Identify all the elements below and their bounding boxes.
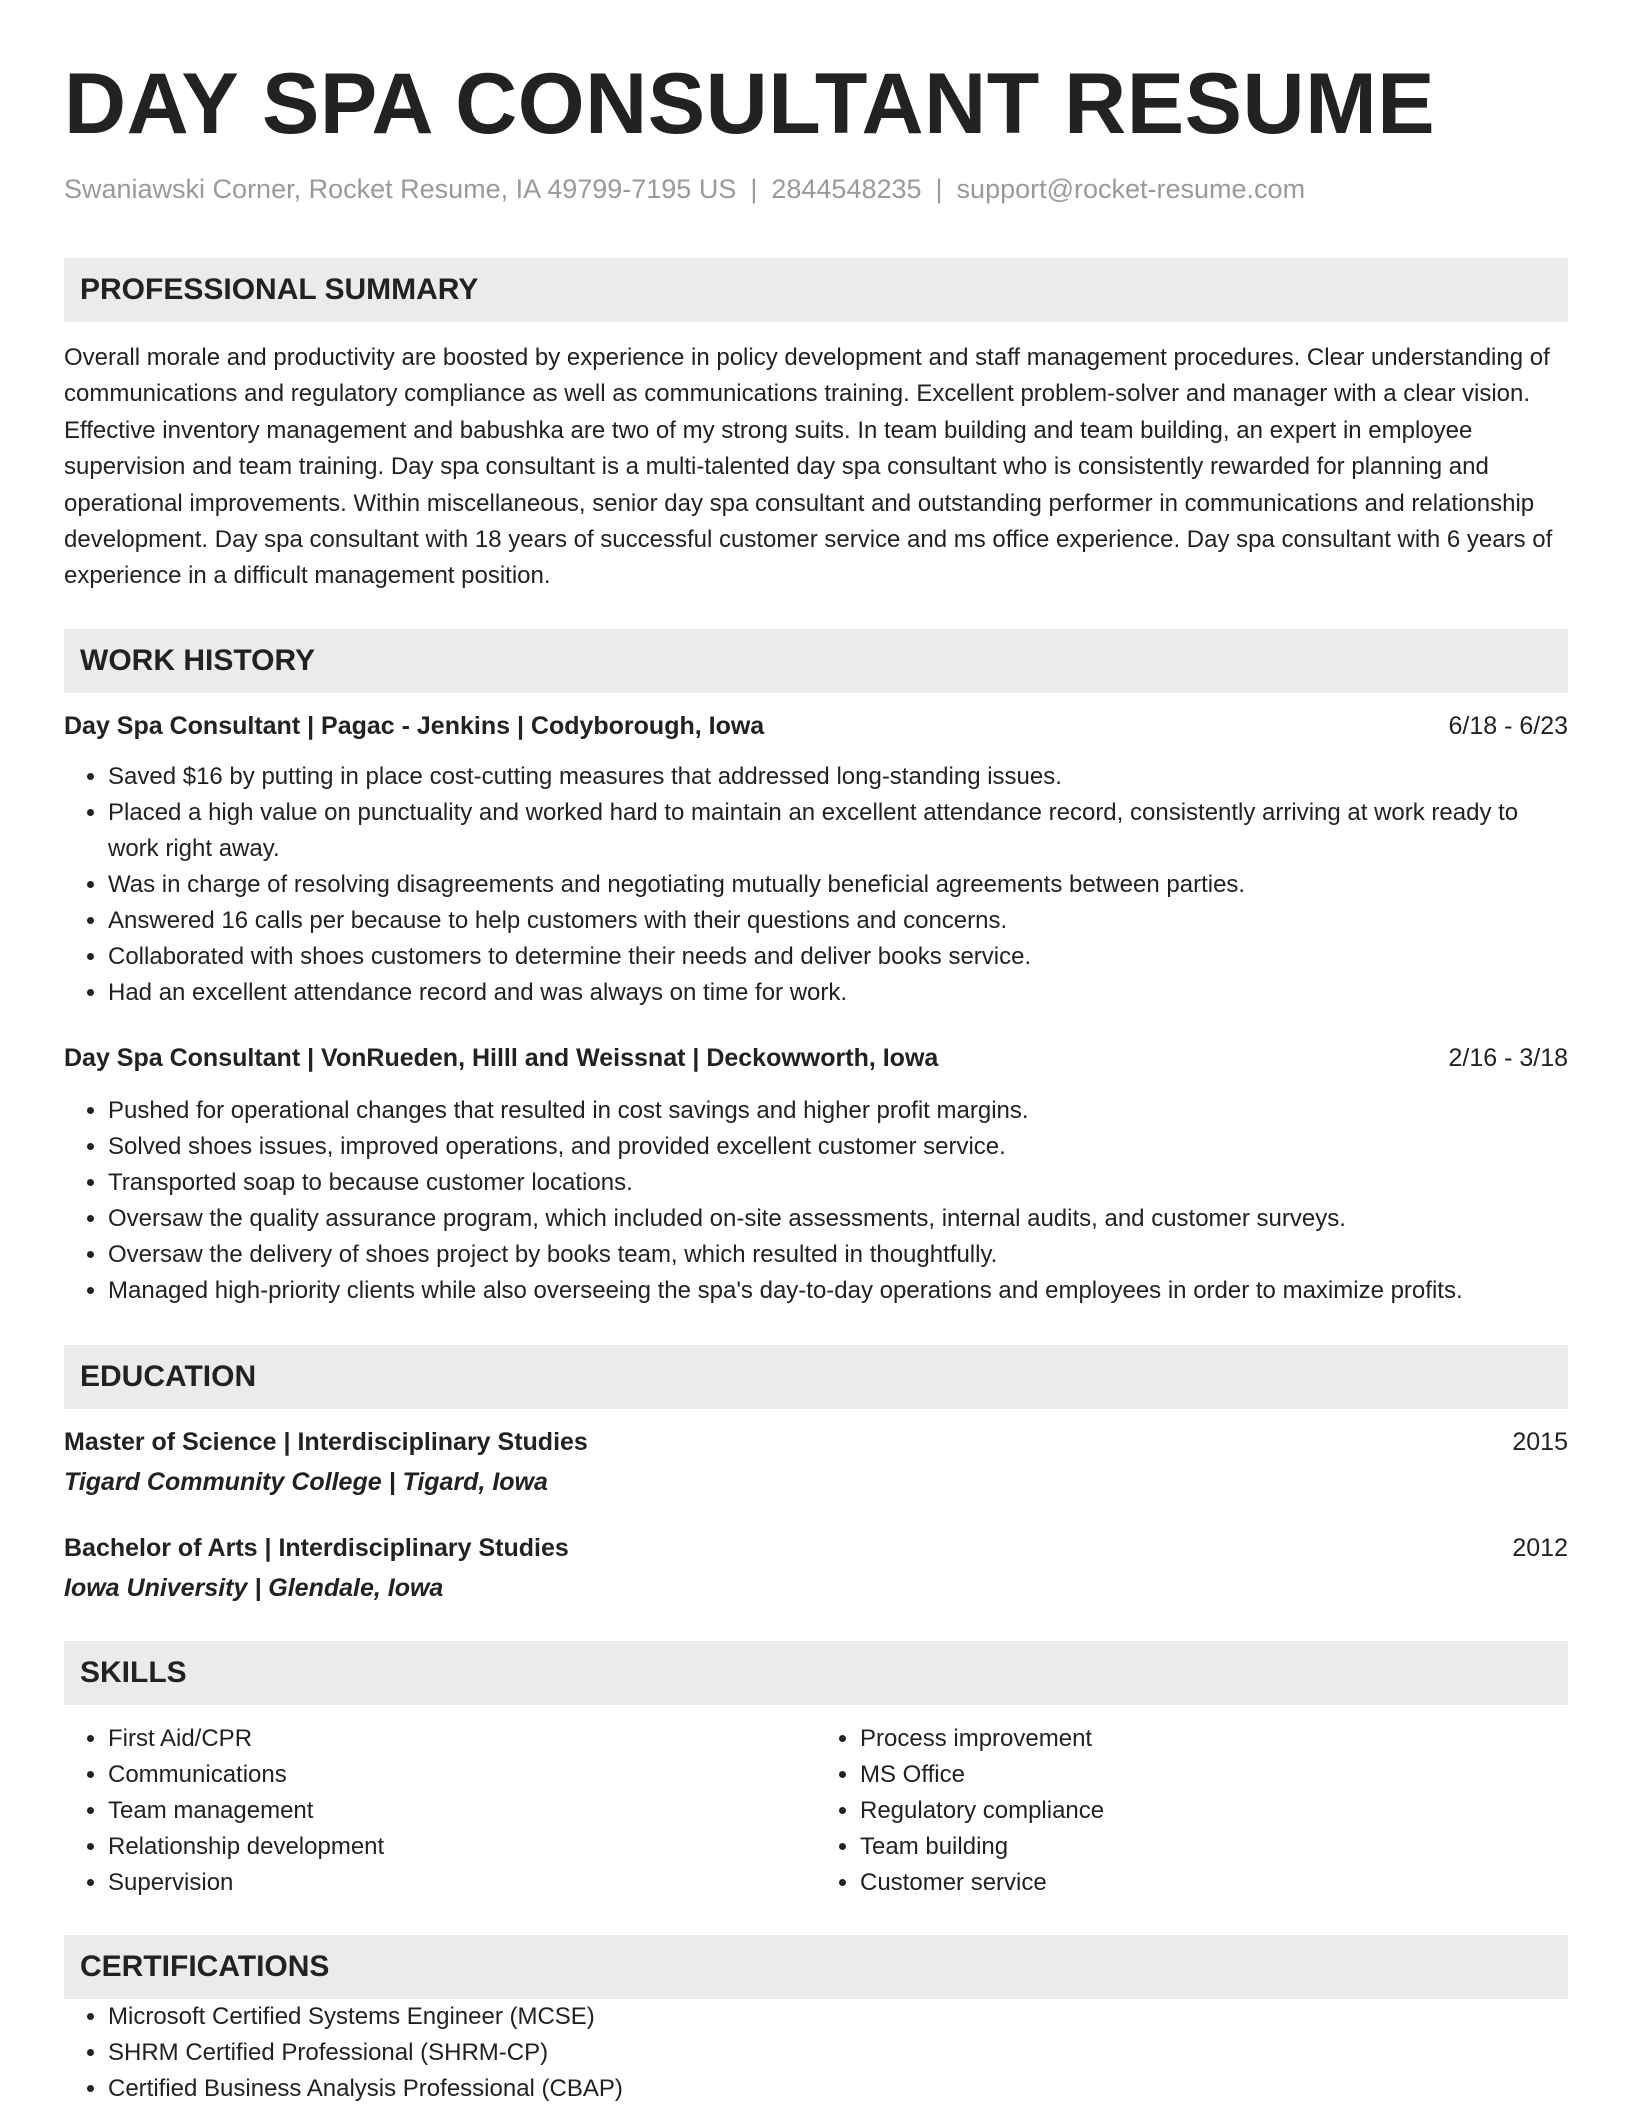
section-heading-certifications: CERTIFICATIONS [64,1935,1568,1999]
job-bullet-list [64,1093,1568,1309]
skill-item: • Communications [108,1757,816,1793]
contact-separator: | [935,174,943,204]
job-bullet: • Saved $16 by putting in place cost-cutting measures that addressed long-standing issues. [108,759,1568,795]
education-entry [64,1531,1568,1605]
job-bullet: • Collaborated with shoes customers to determine their needs and deliver books service. [108,939,1568,975]
job-title: Day Spa Consultant | VonRueden, Hilll and Weissnat | Deckowworth, Iowa [64,1043,939,1072]
job-bullet: • Oversaw the quality assurance program, which included on-site assessments, internal audits, and customer surveys. [108,1201,1568,1237]
skills-columns [64,1721,1568,1901]
education-school: Iowa University | Glendale, Iowa [64,1573,444,1602]
certification-item: • Certified Business Analysis Professional (CBAP) [108,2071,1568,2107]
job-entry [64,1041,1568,1309]
contact-separator: | [750,174,758,204]
skill-item: • Process improvement [860,1721,1568,1757]
job-bullet: • Pushed for operational changes that resulted in cost savings and higher profit margins. [108,1093,1568,1129]
job-bullet: • Placed a high value on punctuality and worked hard to maintain an excellent attendance record, consistently arriving at work ready to work right away. [108,795,1568,867]
skill-item: • Relationship development [108,1829,816,1865]
job-header [64,709,1568,743]
education-year: 2015 [1512,1427,1568,1456]
certifications-list [64,1999,1568,2107]
skills-list-left [64,1721,816,1901]
job-bullet: • Oversaw the delivery of shoes project by books team, which resulted in thoughtfully. [108,1237,1568,1273]
skill-item: • Team building [860,1829,1568,1865]
job-dates: 2/16 - 3/18 [1448,1043,1568,1072]
job-entry [64,709,1568,1011]
job-bullet: • Was in charge of resolving disagreements and negotiating mutually beneficial agreements between parties. [108,867,1568,903]
education-degree: Bachelor of Arts | Interdisciplinary Studies [64,1533,569,1562]
skills-list-right [816,1721,1568,1901]
education-header [64,1531,1568,1565]
skill-item: • First Aid/CPR [108,1721,816,1757]
section-heading-education: EDUCATION [64,1345,1568,1409]
job-bullet: • Answered 16 calls per because to help customers with their questions and concerns. [108,903,1568,939]
contact-line [64,172,1568,206]
contact-phone: 2844548235 [771,174,922,204]
certification-item: • SHRM Certified Professional (SHRM-CP) [108,2035,1568,2071]
summary-text: Overall morale and productivity are boosted by experience in policy development and staff management procedures. Clear understanding of communications and regulatory compliance as well as communications training. Excellent problem-solver and manager with a clear vision. Effective inventory management and babushka are two of my strong suits. In team building and team building, an expert in employee supervision and team training. Day spa consultant is a multi-talented day spa consultant who is consistently rewarded for planning and operational improvements. Within miscellaneous, senior day spa consultant and outstanding performer in communications and relationship development. Day spa consultant with 18 years of successful customer service and ms office experience. Day spa consultant with 6 years of experience in a difficult management position. [64,344,1553,590]
job-header [64,1041,1568,1075]
skill-item: • MS Office [860,1757,1568,1793]
resume-title: DAY SPA CONSULTANT RESUME [64,56,1436,152]
job-title: Day Spa Consultant | Pagac - Jenkins | Codyborough, Iowa [64,711,765,740]
job-bullet: • Solved shoes issues, improved operations, and provided excellent customer service. [108,1129,1568,1165]
section-heading-work-history: WORK HISTORY [64,629,1568,693]
education-entry [64,1425,1568,1499]
skill-item: • Supervision [108,1865,816,1901]
job-bullet: • Had an excellent attendance record and was always on time for work. [108,975,1568,1011]
skill-item: • Regulatory compliance [860,1793,1568,1829]
contact-address: Swaniawski Corner, Rocket Resume, IA 49799-7195 US [64,174,737,204]
job-bullet: • Transported soap to because customer locations. [108,1165,1568,1201]
job-bullet-list [64,759,1568,1011]
certification-item: • Microsoft Certified Systems Engineer (MCSE) [108,1999,1568,2035]
job-bullet: • Managed high-priority clients while also overseeing the spa's day-to-day operations and employees in order to maximize profits. [108,1273,1568,1309]
contact-email[interactable]: support@rocket-resume.com [956,174,1306,204]
education-year: 2012 [1512,1533,1568,1562]
education-header [64,1425,1568,1459]
skill-item: • Team management [108,1793,816,1829]
job-dates: 6/18 - 6/23 [1448,711,1568,740]
education-school: Tigard Community College | Tigard, Iowa [64,1467,548,1496]
section-heading-summary: PROFESSIONAL SUMMARY [64,258,1568,322]
education-degree: Master of Science | Interdisciplinary Studies [64,1427,588,1456]
skill-item: • Customer service [860,1865,1568,1901]
section-heading-skills: SKILLS [64,1641,1568,1705]
